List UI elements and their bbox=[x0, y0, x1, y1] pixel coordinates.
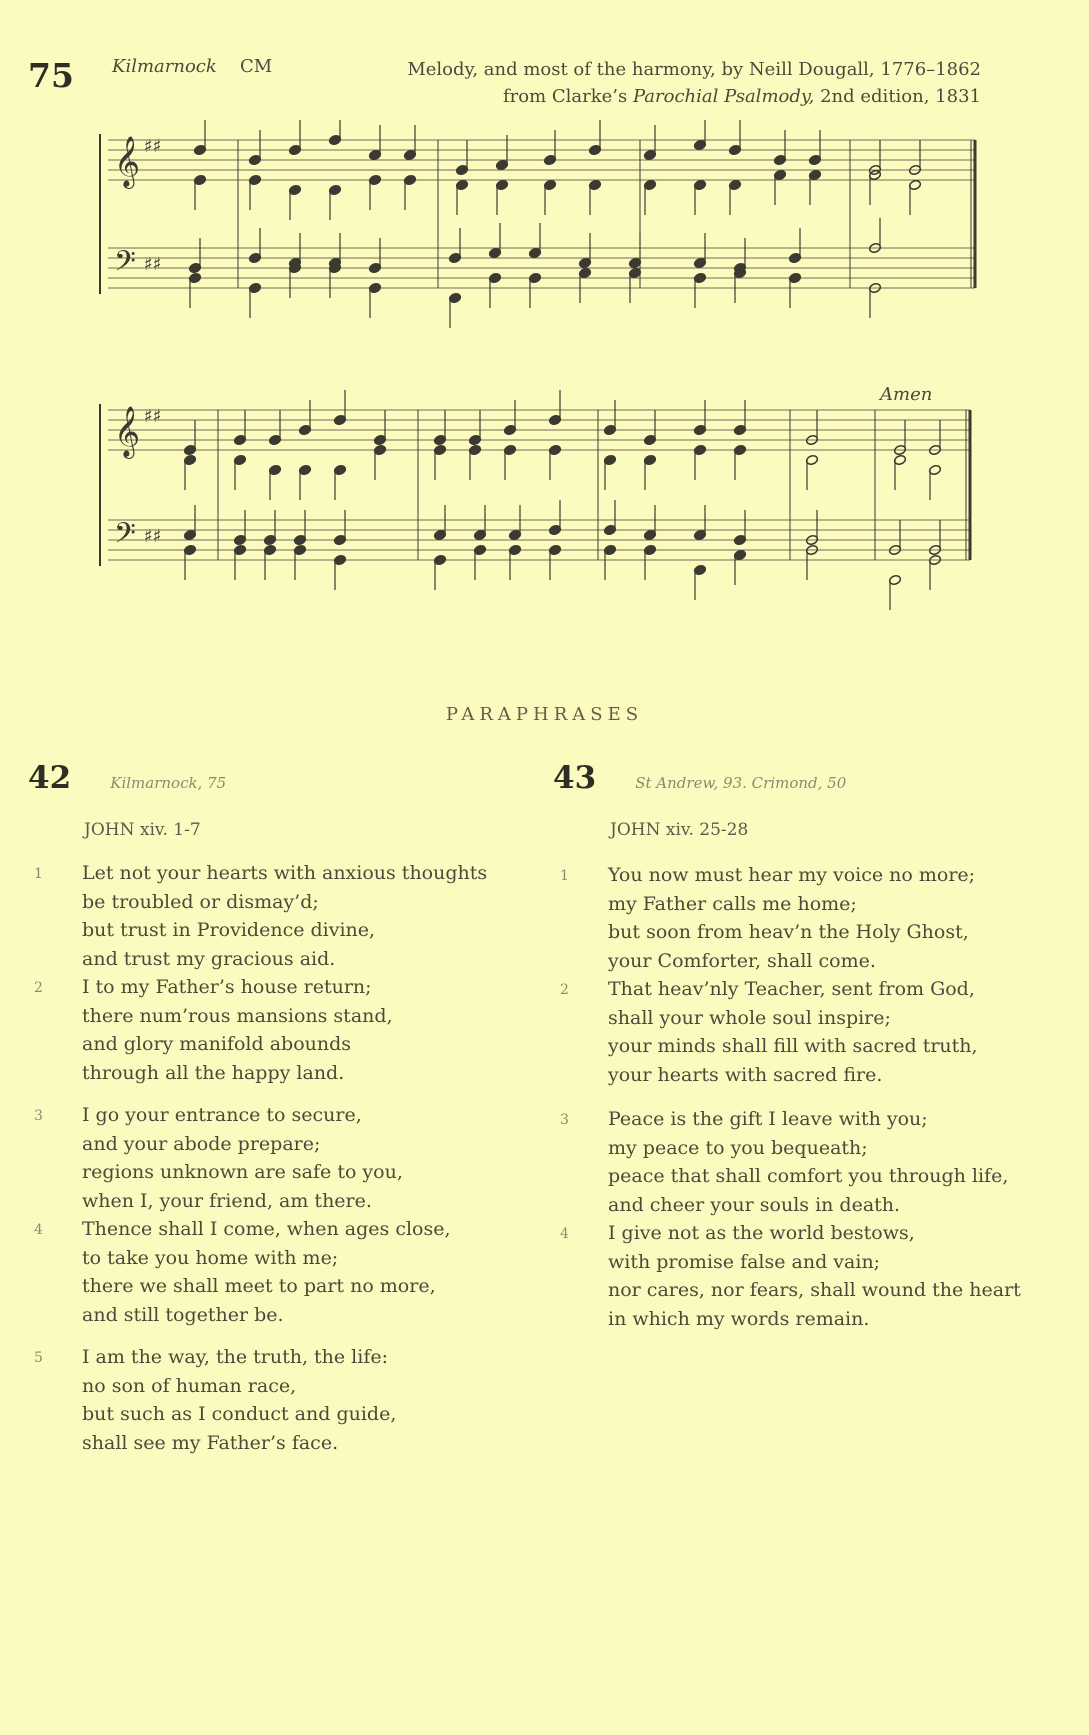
verse-line: with promise false and vain; bbox=[608, 1250, 881, 1273]
verse-line: peace that shall comfort you through life, bbox=[608, 1165, 1009, 1187]
verse-number: 3 bbox=[560, 1112, 569, 1128]
verse-line: but such as I conduct and guide, bbox=[82, 1403, 397, 1425]
verse-line: your hearts with sacred fire. bbox=[608, 1063, 883, 1086]
verse-line: when I, your friend, am there. bbox=[82, 1189, 372, 1212]
section-heading: PARAPHRASES bbox=[445, 704, 644, 725]
verse-line: your Comforter, shall come. bbox=[608, 949, 876, 972]
verse-line: Thence shall I come, when ages close, bbox=[82, 1218, 451, 1240]
verse-line: I go your entrance to secure, bbox=[82, 1104, 362, 1126]
verse-line: my Father calls me home; bbox=[608, 892, 857, 915]
paraphrase-43-header bbox=[553, 760, 846, 796]
attribution bbox=[407, 56, 981, 110]
verse-line: but trust in Providence divine, bbox=[82, 919, 376, 941]
treble-clef-icon: 𝄞 bbox=[114, 406, 141, 457]
verse-line: no son of human race, bbox=[82, 1374, 297, 1397]
key-signature-icon: ♯♯ bbox=[144, 406, 162, 427]
verse-line: there we shall meet to part no more, bbox=[82, 1275, 436, 1297]
verse-line: and still together be. bbox=[82, 1303, 284, 1326]
verse-number: 2 bbox=[34, 980, 43, 996]
amen-label: Amen bbox=[880, 384, 933, 405]
attribution-prefix: from Clarke’s bbox=[502, 86, 633, 107]
verse-line: but soon from heav’n the Holy Ghost, bbox=[608, 921, 969, 943]
verse-number: 2 bbox=[560, 982, 569, 998]
verse-line: Let not your hearts with anxious thoughts bbox=[82, 862, 488, 884]
verse-line: to take you home with me; bbox=[82, 1246, 339, 1269]
verse-number: 1 bbox=[34, 866, 43, 882]
verse-line: there num’rous mansions stand, bbox=[82, 1004, 393, 1027]
paraphrase-reference: JOHN xiv. 1-7 bbox=[84, 820, 201, 840]
bass-clef-icon: 𝄢 bbox=[114, 517, 136, 557]
verse-line: and glory manifold abounds bbox=[82, 1033, 352, 1055]
verse-line: nor cares, nor fears, shall wound the heart bbox=[608, 1279, 1021, 1301]
verse-line: my peace to you bequeath; bbox=[608, 1136, 868, 1159]
verse-line: I am the way, the truth, the life: bbox=[82, 1346, 389, 1368]
music-system-2 bbox=[0, 380, 1089, 620]
key-signature-icon: ♯♯ bbox=[144, 136, 162, 157]
verse-line: I to my Father’s house return; bbox=[82, 976, 372, 998]
verse-line: in which my words remain. bbox=[608, 1307, 870, 1330]
verse-line: through all the happy land. bbox=[82, 1061, 345, 1084]
paraphrase-number: 43 bbox=[553, 760, 597, 796]
verse-line: be troubled or dismay’d; bbox=[82, 890, 319, 913]
hymn-number: 75 bbox=[28, 56, 74, 95]
verse-number: 3 bbox=[34, 1108, 43, 1124]
treble-clef-icon: 𝄞 bbox=[114, 136, 141, 187]
verse-line: your minds shall fill with sacred truth, bbox=[608, 1035, 978, 1057]
paraphrase-42-header bbox=[28, 760, 226, 796]
attribution-line-1: Melody, and most of the harmony, by Neill Dougall, 1776–1862 bbox=[407, 59, 981, 80]
verse-line: shall see my Father’s face. bbox=[82, 1431, 339, 1454]
verse-number: 5 bbox=[34, 1350, 43, 1366]
verse-line: I give not as the world bestows, bbox=[608, 1222, 915, 1244]
attribution-book-title: Parochial Psalmody, bbox=[632, 86, 815, 107]
verse-number: 4 bbox=[560, 1226, 569, 1242]
key-signature-icon: ♯♯ bbox=[144, 254, 162, 275]
verse-number: 1 bbox=[560, 868, 569, 884]
key-signature-icon: ♯♯ bbox=[144, 526, 162, 547]
verse-line: Peace is the gift I leave with you; bbox=[608, 1108, 928, 1130]
verse-line: That heav’nly Teacher, sent from God, bbox=[608, 978, 975, 1000]
paraphrase-number: 42 bbox=[28, 760, 72, 796]
paraphrase-tune: St Andrew, 93. Crimond, 50 bbox=[635, 774, 847, 792]
verse-line: You now must hear my voice no more; bbox=[608, 864, 976, 886]
verse-line: and cheer your souls in death. bbox=[608, 1193, 901, 1216]
bass-clef-icon: 𝄢 bbox=[114, 245, 136, 285]
verse-number: 4 bbox=[34, 1222, 43, 1238]
attribution-line-2 bbox=[407, 83, 981, 110]
paraphrase-reference: JOHN xiv. 25-28 bbox=[610, 820, 749, 840]
verse-line: and trust my gracious aid. bbox=[82, 947, 336, 970]
music-system-1 bbox=[0, 120, 1089, 330]
verse-line: regions unknown are safe to you, bbox=[82, 1161, 403, 1183]
paraphrase-tune: Kilmarnock, 75 bbox=[110, 774, 227, 792]
verse-line: and your abode prepare; bbox=[82, 1132, 321, 1155]
verse-line: shall your whole soul inspire; bbox=[608, 1006, 891, 1029]
tune-name: Kilmarnock bbox=[112, 56, 217, 77]
attribution-suffix: 2nd edition, 1831 bbox=[814, 86, 981, 107]
meter: CM bbox=[240, 56, 273, 77]
